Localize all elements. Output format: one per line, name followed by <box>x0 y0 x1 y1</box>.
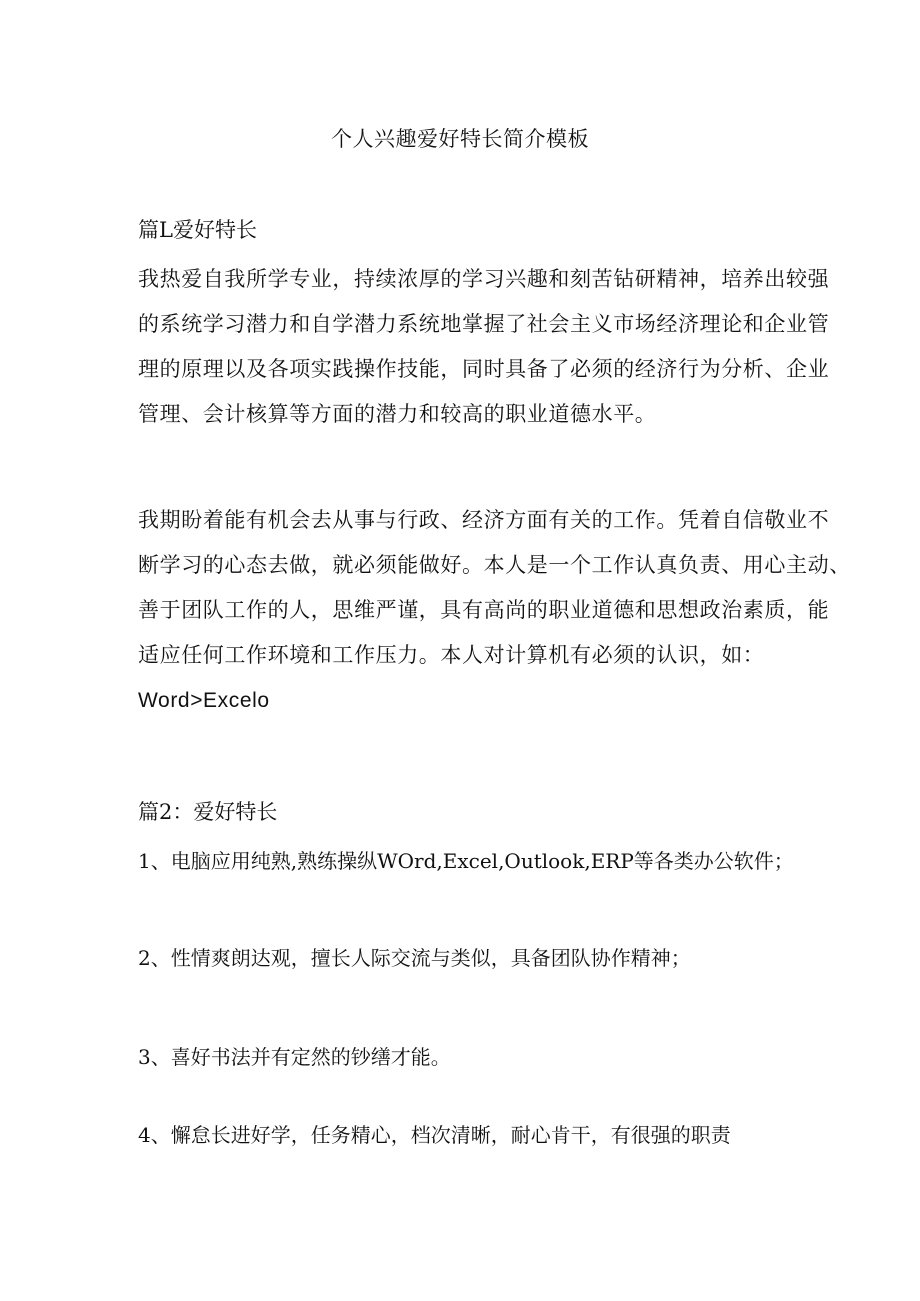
list-item: 1、电脑应用纯熟,熟练操纵WOrd,Excel,Outlook,ERP等各类办公软件； <box>138 849 794 873</box>
list-item: 3、喜好书法并有定然的钞缮才能。 <box>138 1045 451 1069</box>
paragraph-line: 我热爱自我所学专业，持续浓厚的学习兴趣和刻苦钻研精神，培养出较强 <box>138 267 830 291</box>
section1-paragraph-2 <box>138 498 851 723</box>
paragraph-line: 断学习的心态去做，就必须能做好。本人是一个工作认真负责、用心主动、 <box>138 553 851 577</box>
list-item: 2、性情爽朗达观，擅长人际交流与类似，具备团队协作精神； <box>138 946 691 970</box>
paragraph-line: 管理、会计核算等方面的潜力和较高的职业道德水平。 <box>138 402 657 426</box>
section1-paragraph-1 <box>138 257 830 437</box>
paragraph-line: 适应任何工作环境和工作压力。本人对计算机有必须的认识，如： <box>138 643 765 667</box>
paragraph-line: 的系统学习潜力和自学潜力系统地掌握了社会主义市场经济理论和企业管 <box>138 312 830 336</box>
paragraph-line: 我期盼着能有机会去从事与行政、经济方面有关的工作。凭着自信敬业不 <box>138 508 830 532</box>
paragraph-line: 善于团队工作的人，思维严谨，具有高尚的职业道德和思想政治素质，能 <box>138 598 830 622</box>
list-item: 4、懈怠长进好学，任务精心，档次清晰，耐心肯干，有很强的职责 <box>138 1123 731 1147</box>
paragraph-line: Word>Excelo <box>138 689 270 712</box>
section1-heading: 篇L爱好特长 <box>138 218 257 242</box>
section2-heading: 篇2：爱好特长 <box>138 800 278 824</box>
paragraph-line: 理的原理以及各项实践操作技能，同时具备了必须的经济行为分析、企业 <box>138 357 830 381</box>
document-title: 个人兴趣爱好特长简介模板 <box>331 127 589 151</box>
